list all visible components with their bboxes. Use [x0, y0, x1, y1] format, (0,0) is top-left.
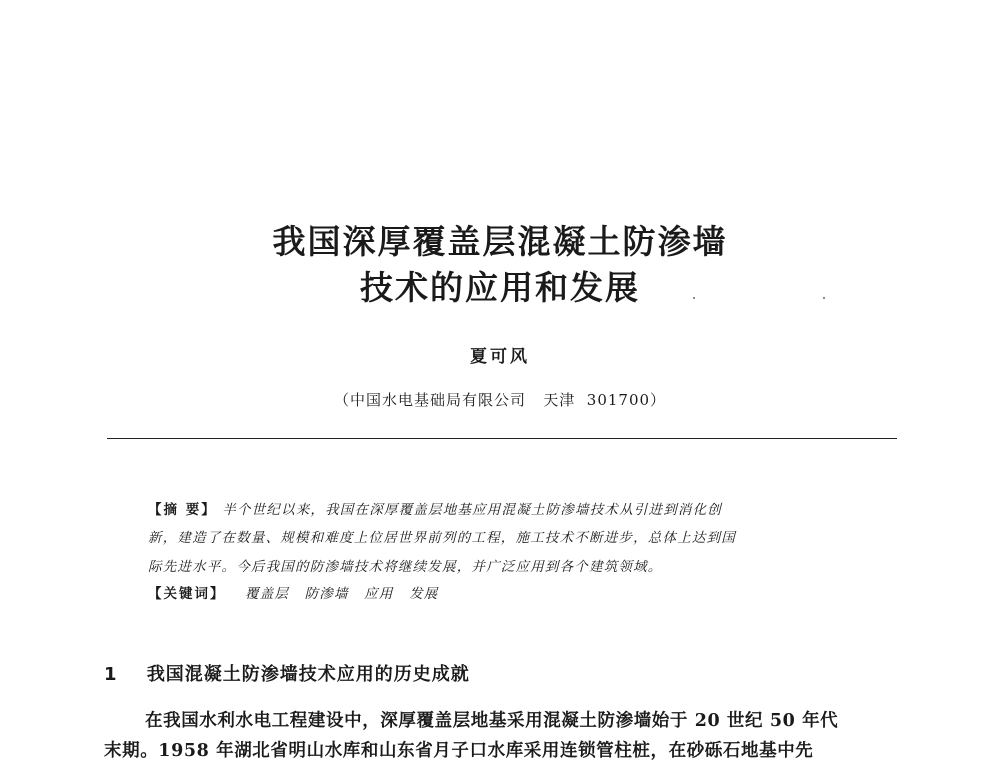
- body-text-line: 末期。1958 年湖北省明山水库和山东省月子口水库采用连锁管柱桩，在砂砾石地基中先: [104, 741, 814, 761]
- keywords-label: 【关键词】: [148, 586, 226, 602]
- keywords-line: [148, 584, 858, 604]
- scan-speck: [823, 297, 825, 299]
- header-divider: [107, 438, 897, 439]
- abstract-line: 际先进水平。今后我国的防渗墙技术将继续发展，并广泛应用到各个建筑领域。: [148, 559, 663, 575]
- section-title: 我国混凝土防渗墙技术应用的历史成就: [146, 664, 470, 685]
- paper-title-line-1: 我国深厚覆盖层混凝土防渗墙: [272, 222, 728, 261]
- abstract-label: 【摘 要】: [148, 502, 217, 518]
- scan-speck: [693, 297, 695, 299]
- author-name: 夏可风: [470, 347, 530, 367]
- paper-title-line-2: 技术的应用和发展: [360, 268, 640, 307]
- author-affiliation: （中国水电基础局有限公司 天津 301700）: [333, 391, 667, 409]
- section-number: 1: [104, 664, 118, 685]
- abstract-line: [148, 500, 858, 520]
- section-heading: [104, 662, 470, 688]
- abstract-text: 半个世纪以来，我国在深厚覆盖层地基应用混凝土防渗墙技术从引进到消化创: [222, 502, 723, 518]
- keywords-list: 覆盖层 防渗墙 应用 发展: [245, 586, 439, 602]
- body-text-line: 在我国水利水电工程建设中，深厚覆盖层地基采用混凝土防渗墙始于 20 世纪 50 年代: [145, 711, 839, 731]
- abstract-line: 新，建造了在数量、规模和难度上位居世界前列的工程，施工技术不断进步，总体上达到国: [148, 530, 736, 546]
